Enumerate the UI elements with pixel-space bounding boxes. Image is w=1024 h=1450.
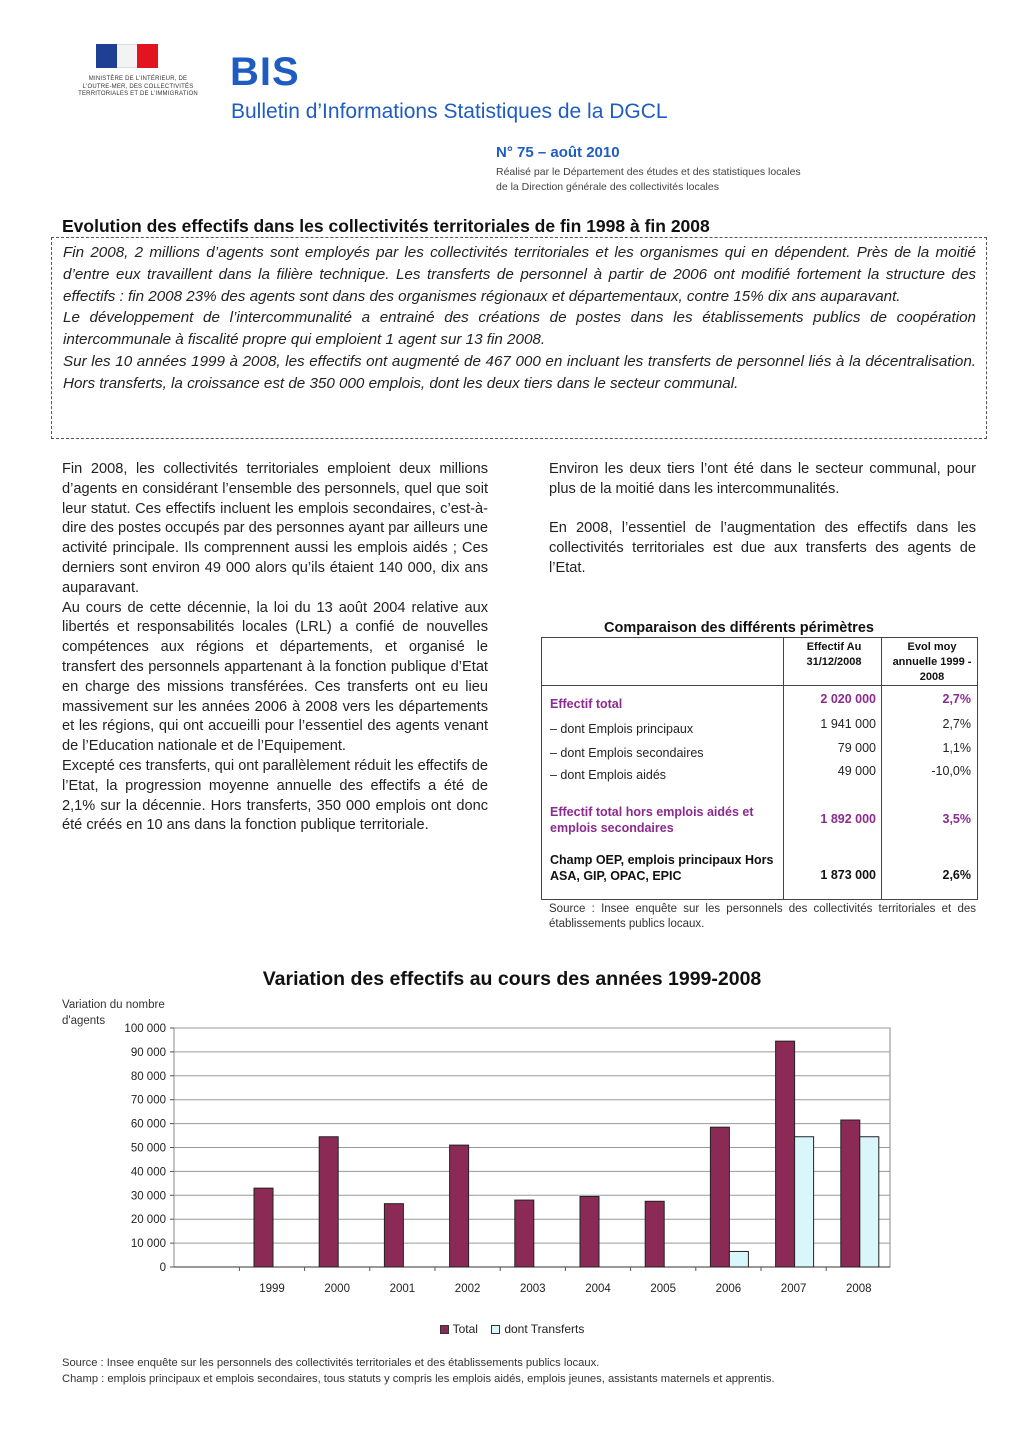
bar-total (515, 1200, 534, 1267)
issue-number: N° 75 – août 2010 (496, 144, 620, 161)
legend-item-total (440, 1322, 478, 1336)
legend-label: dont Transferts (504, 1322, 585, 1336)
summary-paragraph: Fin 2008, 2 millions d’agents sont employés par les collectivités territoriales et les organismes qui en dépendent. Près de la moitié d’entre eux travaillent dans la filière technique. Les transferts de personnel à partir de 2006 ont modifié fortement la structure des effectifs : fin 2008 23% des agents sont dans des organismes régionaux et départementaux, contre 15% dix ans auparavant. (63, 244, 976, 305)
bar-transferts (860, 1137, 879, 1267)
publisher-line-2: de la Direction générale des collectivités locales (496, 181, 719, 193)
publisher-line-1: Réalisé par le Département des études et des statistiques locales (496, 166, 801, 178)
table-divider (881, 638, 882, 899)
body-paragraph: En 2008, l’essentiel de l’augmentation des effectifs dans les collectivités territoriales est due aux transferts des agents de l’Etat. (549, 520, 976, 576)
ministry-logo (78, 44, 198, 99)
y-tick-label: 100 000 (124, 1023, 166, 1035)
x-tick-label: 2003 (520, 1283, 546, 1295)
left-column (62, 460, 488, 836)
row-evolution: 2,7% (942, 692, 971, 706)
y-tick-label: 80 000 (130, 1070, 166, 1083)
chart-y-axis-label: Variation du nombre d'agents (62, 999, 165, 1027)
table-title: Comparaison des différents périmètres (604, 620, 874, 636)
bar-total (254, 1188, 273, 1267)
row-evolution: -10,0% (931, 764, 971, 778)
y-tick-label: 40 000 (130, 1166, 166, 1179)
bulletin-acronym: BIS (230, 50, 300, 94)
row-label: – dont Emplois principaux (550, 722, 694, 736)
row-label: – dont Emplois aidés (550, 768, 667, 782)
row-label: – dont Emplois secondaires (550, 746, 704, 760)
right-column (549, 460, 976, 579)
chart-title: Variation des effectifs au cours des années 1999-2008 (262, 968, 762, 990)
publisher-credit (496, 165, 916, 195)
bar-total (450, 1145, 469, 1267)
row-value: 49 000 (837, 764, 876, 778)
summary-paragraph: Sur les 10 années 1999 à 2008, les effectifs ont augmenté de 467 000 en incluant les transferts de personnel liés à la décentralisation. Hors transferts, la croissance est de 350 000 emplois, dont les deux tiers dans le secteur communal. (63, 352, 976, 392)
y-tick-label: 90 000 (130, 1046, 166, 1059)
legend-swatch (491, 1325, 500, 1334)
legend-item-transferts (491, 1322, 584, 1336)
bar-total (841, 1120, 860, 1267)
row-value: 1 873 000 (820, 868, 876, 882)
x-tick-label: 2006 (715, 1283, 742, 1295)
body-paragraph: Fin 2008, les collectivités territoriales emploient deux millions d’agents en considérant l’ensemble des personnels, quel que soit leur statut. Ces effectifs incluent les emplois secondaires, c’est-à-dire des postes occupés par des personnes ayant par ailleurs une activité principale. Ils comprennent aussi les emplois aidés ; Ces derniers sont environ 49 000 alors qu’ils étaient 140 000, dix ans auparavant. (62, 461, 488, 596)
bar-total (384, 1204, 403, 1267)
chart-source-notes (62, 1355, 962, 1387)
bar-chart (0, 1000, 1024, 1310)
bar-total (710, 1127, 729, 1267)
legend-swatch (440, 1325, 449, 1334)
y-tick-label: 70 000 (130, 1094, 166, 1107)
x-tick-label: 2000 (324, 1283, 350, 1295)
source-line: Source : Insee enquête sur les personnels des collectivités territoriales et des établissements publics locaux. (62, 1357, 600, 1369)
logo-text: MINISTÈRE DE L'INTÉRIEUR, DE L'OUTRE-MER, DES COLLECTIVITÉS TERRITORIALES ET DE L'IMMIGRATION (78, 76, 198, 97)
row-evolution: 2,6% (942, 868, 971, 882)
column-header-effectif: Effectif Au 31/12/2008 (806, 641, 862, 668)
bar-total (319, 1137, 338, 1267)
row-evolution: 2,7% (942, 717, 971, 731)
table-source-note: Source : Insee enquête sur les personnels des collectivités territoriales et des établissements publics locaux. (549, 903, 976, 930)
row-value: 1 941 000 (820, 717, 876, 731)
row-value: 1 892 000 (820, 812, 876, 826)
x-tick-label: 2007 (780, 1283, 807, 1295)
column-header-evolution: Evol moy annuelle 1999 - 2008 (892, 641, 972, 683)
row-evolution: 1,1% (942, 741, 971, 755)
y-tick-label: 20 000 (130, 1214, 166, 1227)
summary-paragraph: Le développement de l’intercommunalité a entrainé des créations de postes dans les établissements publics de coopération intercommunale à fiscalité propre qui emploient 1 agent sur 13 fin 2008. (63, 309, 976, 349)
body-paragraph: Au cours de cette décennie, la loi du 13 août 2004 relative aux libertés et responsabilités locales (LRL) a confié de nouvelles compétences aux régions et départements, et organisé le transfert des personnels appartenant à la fonction publique d’Etat en charge des missions transférées. Ces transferts ont eu lieu massivement sur les années 2006 à 2008 vers les départements et les régions, qui ont accueilli pour l’essentiel des agents venant de l’Education nationale et de l’Equipement. (62, 599, 488, 755)
y-tick-label: 0 (159, 1262, 166, 1274)
row-evolution: 3,5% (942, 812, 971, 826)
table-header-divider (542, 685, 977, 686)
bar-total (580, 1196, 599, 1267)
body-paragraph: Excepté ces transferts, qui ont parallèlement réduit les effectifs de l’Etat, la progression moyenne annuelle des effectifs a été de 2,1% sur la décennie. Hors transferts, 350 000 emplois ont donc été créés en 10 ans dans la fonction publique territoriale. (62, 757, 488, 834)
comparison-table (541, 637, 978, 900)
legend-label: Total (452, 1322, 478, 1336)
x-tick-label: 1999 (259, 1283, 285, 1295)
article-title: Evolution des effectifs dans les collectivités territoriales de fin 1998 à fin 2008 (62, 216, 710, 236)
y-tick-label: 10 000 (130, 1238, 166, 1251)
row-label: Effectif total (550, 697, 623, 711)
y-tick-label: 30 000 (130, 1190, 166, 1203)
x-tick-label: 2004 (585, 1283, 611, 1295)
body-paragraph: Environ les deux tiers l’ont été dans le secteur communal, pour plus de la moitié dans les intercommunalités. (549, 461, 976, 497)
row-value: 2 020 000 (820, 692, 876, 706)
row-value: 79 000 (837, 741, 876, 755)
bar-total (645, 1201, 664, 1267)
row-label: Champ OEP, emplois principaux Hors ASA, GIP, OPAC, EPIC (550, 853, 774, 883)
scope-line: Champ : emplois principaux et emplois secondaires, tous statuts y compris les emplois aidés, emplois jeunes, assistants maternels et apprentis. (62, 1373, 775, 1385)
x-tick-label: 2001 (389, 1283, 416, 1295)
x-tick-label: 2005 (650, 1283, 676, 1295)
french-flag-icon (96, 44, 158, 68)
y-tick-label: 60 000 (130, 1118, 166, 1131)
chart-legend (0, 1322, 1024, 1336)
bar-transferts (729, 1251, 748, 1267)
bar-transferts (795, 1137, 814, 1267)
x-tick-label: 2002 (454, 1283, 481, 1295)
x-tick-label: 2008 (846, 1283, 872, 1295)
summary-box (51, 237, 987, 439)
y-tick-label: 50 000 (130, 1142, 166, 1155)
row-label: Effectif total hors emplois aidés et emplois secondaires (550, 805, 754, 835)
table-divider (783, 638, 784, 899)
bar-total (776, 1041, 795, 1267)
bulletin-subtitle: Bulletin d’Informations Statistiques de la DGCL (231, 100, 668, 123)
